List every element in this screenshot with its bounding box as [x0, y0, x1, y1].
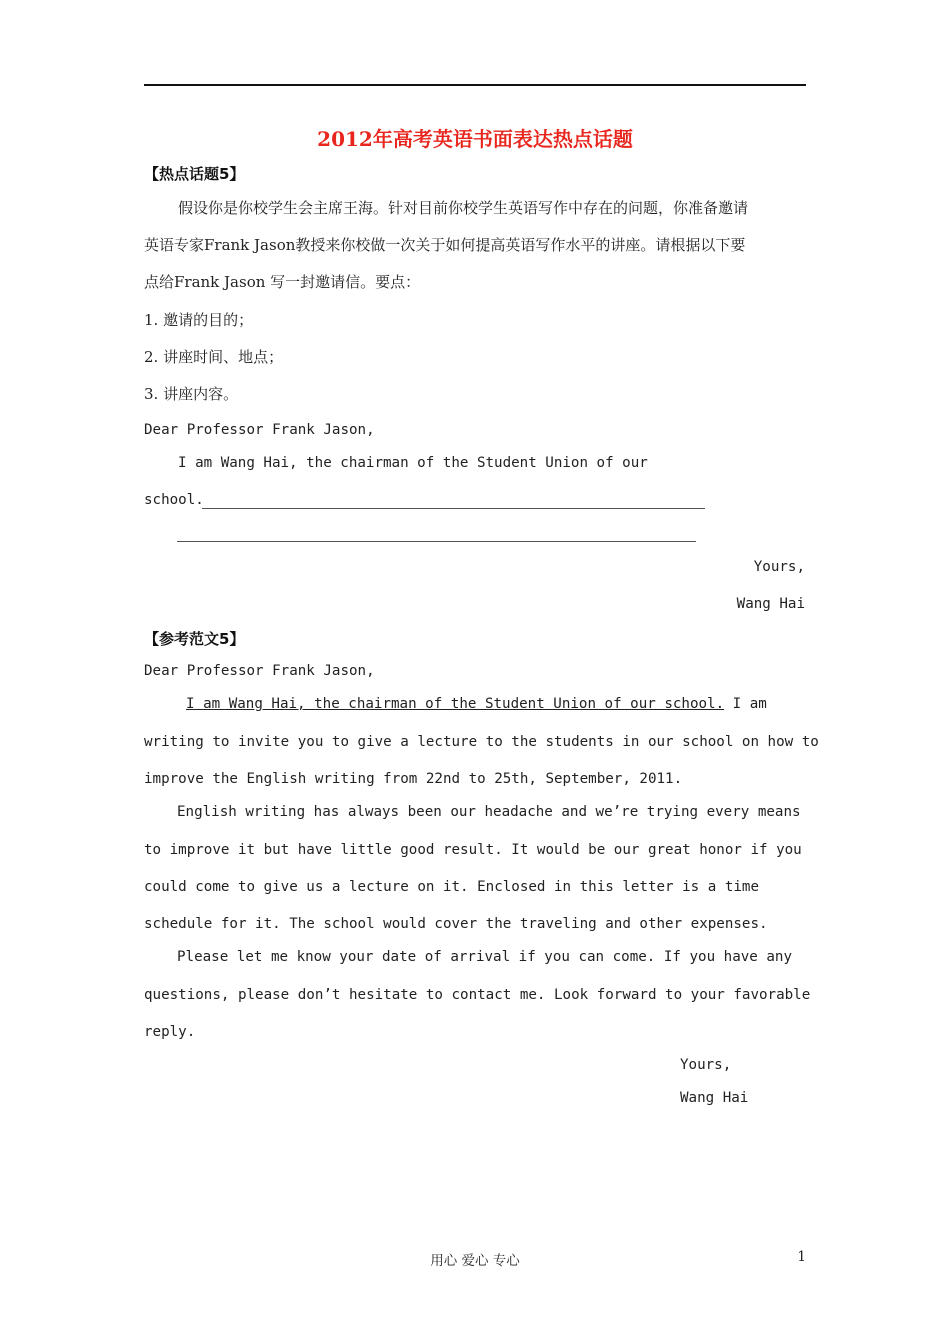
prompt-line-1: 假设你是你校学生会主席王海。针对目前你校学生英语写作中存在的问题，你准备邀请 [178, 199, 749, 217]
answer-blank-line-1 [202, 508, 705, 509]
sample-p1-line-2: writing to invite you to give a lecture to the students in our school on how to [144, 734, 819, 750]
point-3: 3. 讲座内容。 [144, 385, 239, 403]
topic-opening-line-2: school. [144, 492, 204, 508]
sample-p2-line-1: English writing has always been our headache and we’re trying every means [177, 804, 801, 820]
prompt-line-3: 点给Frank Jason 写一封邀请信。要点： [144, 273, 421, 291]
footer-motto: 用心 爱心 专心 [430, 1253, 520, 1269]
sample-signature: Wang Hai [680, 1090, 749, 1106]
sample-p1-rest: I am [732, 696, 767, 712]
topic-greeting: Dear Professor Frank Jason, [144, 422, 375, 438]
sample-p2-line-3: could come to give us a lecture on it. Enclosed in this letter is a time [144, 879, 759, 895]
sample-p3-line-3: reply. [144, 1024, 196, 1040]
topic-opening-line-1: I am Wang Hai, the chairman of the Student Union of our [178, 455, 648, 471]
topic-closing: Yours, [753, 559, 805, 575]
sample-p3-line-2: questions, please don’t hesitate to contact me. Look forward to your favorable [144, 987, 811, 1003]
sample-p1-underlined: I am Wang Hai, the chairman of the Student Union of our school. [186, 696, 725, 712]
topic-heading: 【热点话题5】 [144, 165, 245, 183]
page-number: 1 [797, 1249, 806, 1265]
sample-p1-line-3: improve the English writing from 22nd to 25th, September, 2011. [144, 771, 683, 787]
page-title: 2012年高考英语书面表达热点话题 [317, 127, 633, 151]
topic-signature: Wang Hai [736, 596, 805, 612]
point-2: 2. 讲座时间、地点； [144, 348, 284, 366]
sample-p3-line-1: Please let me know your date of arrival if you can come. If you have any [177, 949, 792, 965]
sample-p1-line-1 [186, 696, 767, 712]
top-rule [144, 84, 806, 86]
sample-closing: Yours, [680, 1057, 732, 1073]
prompt-line-2: 英语专家Frank Jason教授来你校做一次关于如何提高英语写作水平的讲座。请根据以下要 [144, 236, 746, 254]
sample-heading: 【参考范文5】 [144, 630, 245, 648]
point-1: 1. 邀请的目的； [144, 311, 254, 329]
sample-p2-line-2: to improve it but have little good result. It would be our great honor if you [144, 842, 802, 858]
sample-p2-line-4: schedule for it. The school would cover the traveling and other expenses. [144, 916, 768, 932]
answer-blank-line-2 [177, 541, 696, 542]
sample-greeting: Dear Professor Frank Jason, [144, 663, 375, 679]
